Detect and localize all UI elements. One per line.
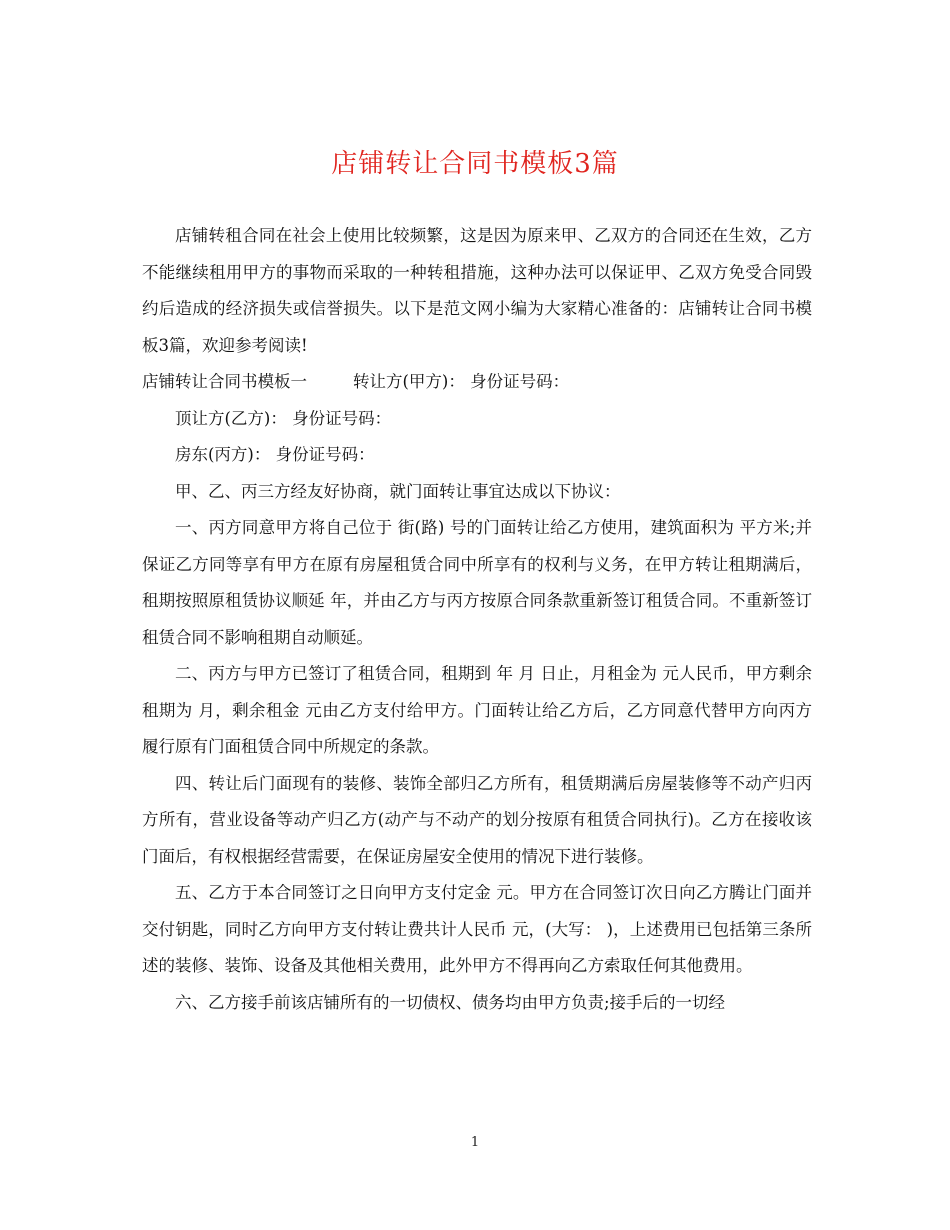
clause-4: 四、转让后门面现有的装修、装饰全部归乙方所有，租赁期满后房屋装修等不动产归丙方所有，营业设备等动产归乙方(动产与不动产的划分按原有租赁合同执行)。乙方在接收该门面后，有权根据经营需要，在保证房屋安全使用的情况下进行装修。 (142, 773, 812, 866)
party-a-line: 转让方(甲方)： 身份证号码： (353, 372, 570, 391)
intro-paragraph: 店铺转租合同在社会上使用比较频繁，这是因为原来甲、乙双方的合同还在生效，乙方不能继续租用甲方的事物而采取的一种转租措施，这种办法可以保证甲、乙双方免受合同毁约后造成的经济损失或信誉损失。以下是范文网小编为大家精心准备的：店铺转让合同书模板3篇，欢迎参考阅读! (142, 226, 812, 355)
clause-1: 一、丙方同意甲方将自己位于 街(路) 号的门面转让给乙方使用，建筑面积为 平方米;并保证乙方同等享有甲方在原有房屋租赁合同中所享有的权利与义务，在甲方转让租期满后，租期按照原租赁协议顺延 年，并由乙方与丙方按原合同条款重新签订租赁合同。不重新签订租赁合同不影响租期自动顺延。 (142, 518, 812, 647)
template-heading-line (142, 364, 812, 401)
party-b-line: 顶让方(乙方)： 身份证号码： (175, 408, 392, 428)
clause-6: 六、乙方接手前该店铺所有的一切债权、债务均由甲方负责;接手后的一切经 (175, 992, 726, 1012)
document-body (142, 218, 812, 1021)
agreement-intro: 甲、乙、丙三方经友好协商，就门面转让事宜达成以下协议： (175, 481, 621, 501)
document-title: 店铺转让合同书模板3篇 (331, 149, 619, 179)
page-number: 1 (470, 1135, 480, 1150)
party-c-line: 房东(丙方)： 身份证号码： (175, 445, 375, 464)
clause-2: 二、丙方与甲方已签订了租赁合同，租期到 年 月 日止，月租金为 元人民币，甲方剩余租期为 月，剩余租金 元由乙方支付给甲方。门面转让给乙方后，乙方同意代替甲方向丙方履行原有门面租赁合同中所规定的条款。 (142, 664, 812, 756)
template-heading: 店铺转让合同书模板一 (142, 372, 307, 391)
clause-5: 五、乙方于本合同签订之日向甲方支付定金 元。甲方在合同签订次日向乙方腾让门面并交付钥匙，同时乙方向甲方支付转让费共计人民币 元，(大写： )，上述费用已包括第三条所述的装修、装饰、设备及其他相关费用，此外甲方不得再向乙方索取任何其他费用。 (142, 883, 812, 975)
